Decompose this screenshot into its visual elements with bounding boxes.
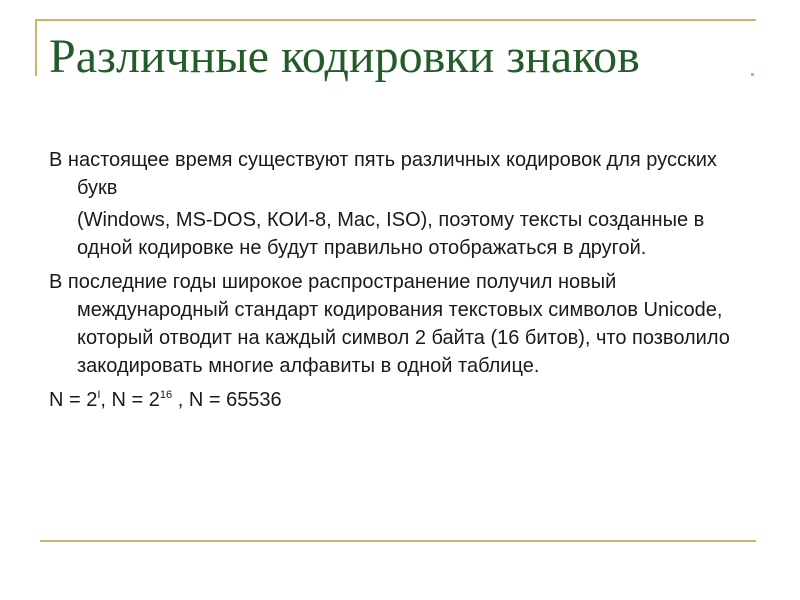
formula-separator-1: , bbox=[100, 389, 112, 411]
formula-separator-2: , bbox=[172, 389, 189, 411]
top-rule bbox=[35, 19, 756, 21]
slide-body bbox=[49, 146, 759, 414]
formula-part1-exponent: I bbox=[97, 389, 101, 401]
left-rule bbox=[35, 19, 37, 76]
bottom-rule bbox=[40, 540, 756, 542]
corner-dot bbox=[751, 73, 754, 76]
formula-part1-base: N = 2 bbox=[49, 389, 98, 411]
paragraph-unicode: В последние годы широкое распространение получил новый международный стандарт кодирования текстовых символов Unicode, который отводит на каждый символ 2 байта (16 битов), что позволило закодировать многие алфавиты в одной таблице. bbox=[49, 271, 730, 377]
slide-title: Различные кодировки знаков bbox=[49, 30, 640, 83]
formula-part3: N = 65536 bbox=[188, 389, 282, 411]
paragraph-encodings-count: В настоящее время существуют пять различных кодировок для русских букв bbox=[49, 149, 717, 199]
paragraph-encodings-list: (Windows, MS-DOS, КОИ-8, Mac, ISO), поэтому тексты созданные в одной кодировке не будут правильно отображаться в другой. bbox=[77, 209, 705, 259]
formula-part2-base: N = 2 bbox=[111, 389, 160, 411]
formula-line bbox=[49, 386, 759, 414]
formula-part2-exponent: 16 bbox=[159, 389, 173, 401]
